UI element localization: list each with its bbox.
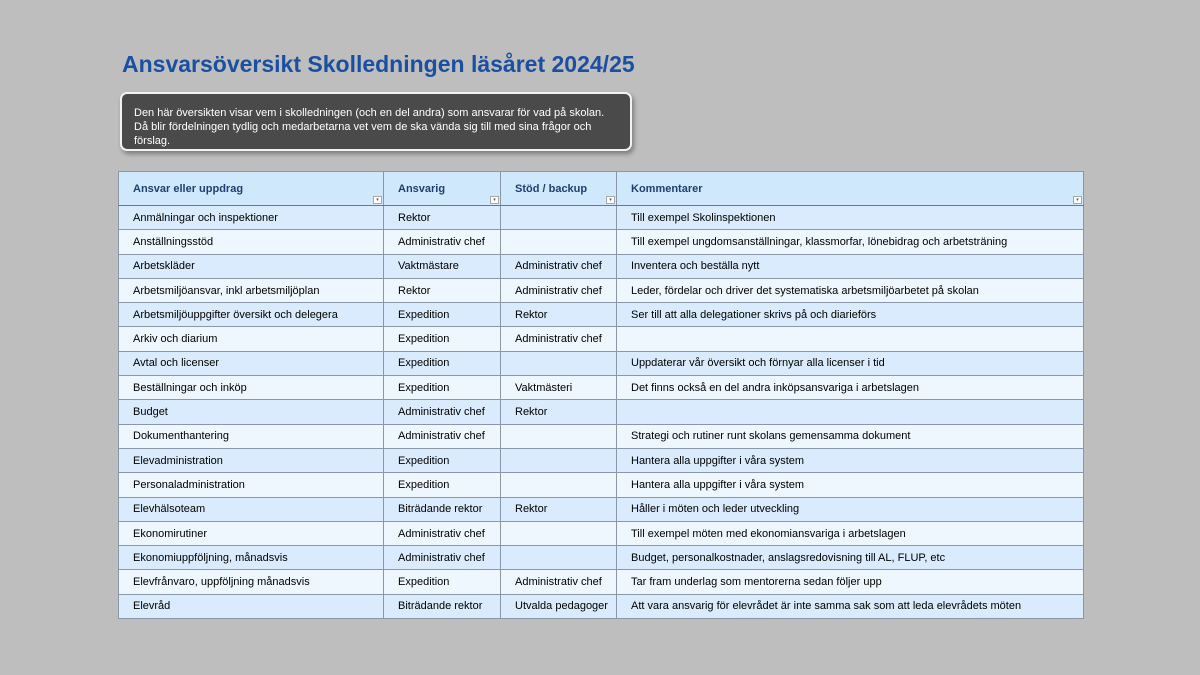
cell-responsibility[interactable]: Arbetsmiljöuppgifter översikt och delegera: [119, 303, 384, 327]
table-row[interactable]: [119, 278, 1084, 302]
cell-responsible[interactable]: Expedition: [384, 351, 501, 375]
cell-responsible[interactable]: Vaktmästare: [384, 254, 501, 278]
column-header-label: Ansvarig: [398, 182, 446, 195]
cell-responsible[interactable]: Expedition: [384, 448, 501, 472]
cell-support[interactable]: [501, 448, 617, 472]
cell-responsible[interactable]: Administrativ chef: [384, 424, 501, 448]
cell-support[interactable]: Administrativ chef: [501, 570, 617, 594]
cell-support[interactable]: [501, 351, 617, 375]
cell-support[interactable]: Administrativ chef: [501, 278, 617, 302]
cell-responsible[interactable]: Rektor: [384, 278, 501, 302]
cell-comment[interactable]: Uppdaterar vår översikt och förnyar alla licenser i tid: [617, 351, 1084, 375]
table-row[interactable]: [119, 230, 1084, 254]
column-header-responsibility: [119, 172, 384, 206]
cell-comment[interactable]: Hantera alla uppgifter i våra system: [617, 448, 1084, 472]
cell-responsible[interactable]: Rektor: [384, 206, 501, 230]
table-row[interactable]: [119, 594, 1084, 618]
cell-responsible[interactable]: Administrativ chef: [384, 230, 501, 254]
column-header-label: Stöd / backup: [515, 182, 588, 195]
cell-comment[interactable]: Tar fram underlag som mentorerna sedan följer upp: [617, 570, 1084, 594]
cell-responsibility[interactable]: Elevhälsoteam: [119, 497, 384, 521]
cell-responsibility[interactable]: Personaladministration: [119, 473, 384, 497]
cell-responsibility[interactable]: Beställningar och inköp: [119, 376, 384, 400]
cell-responsible[interactable]: Expedition: [384, 327, 501, 351]
cell-responsibility[interactable]: Arbetskläder: [119, 254, 384, 278]
cell-support[interactable]: Administrativ chef: [501, 254, 617, 278]
cell-responsibility[interactable]: Ekonomirutiner: [119, 521, 384, 545]
cell-support[interactable]: Utvalda pedagoger: [501, 594, 617, 618]
cell-responsibility[interactable]: Elevråd: [119, 594, 384, 618]
cell-support[interactable]: Rektor: [501, 400, 617, 424]
cell-comment[interactable]: Att vara ansvarig för elevrådet är inte samma sak som att leda elevrådets möten: [617, 594, 1084, 618]
cell-support[interactable]: [501, 521, 617, 545]
cell-support[interactable]: Vaktmästeri: [501, 376, 617, 400]
cell-comment[interactable]: [617, 400, 1084, 424]
table-row[interactable]: [119, 327, 1084, 351]
cell-support[interactable]: Rektor: [501, 303, 617, 327]
table-row[interactable]: [119, 521, 1084, 545]
cell-responsible[interactable]: Expedition: [384, 303, 501, 327]
cell-comment[interactable]: Det finns också en del andra inköpsansvariga i arbetslagen: [617, 376, 1084, 400]
table-row[interactable]: [119, 473, 1084, 497]
cell-comment[interactable]: Ser till att alla delegationer skrivs på och diarieförs: [617, 303, 1084, 327]
cell-support[interactable]: [501, 206, 617, 230]
table-body: [119, 206, 1084, 619]
cell-comment[interactable]: Inventera och beställa nytt: [617, 254, 1084, 278]
column-header-support: [501, 172, 617, 206]
cell-responsible[interactable]: Biträdande rektor: [384, 497, 501, 521]
cell-responsibility[interactable]: Elevadministration: [119, 448, 384, 472]
cell-support[interactable]: [501, 230, 617, 254]
cell-support[interactable]: Administrativ chef: [501, 327, 617, 351]
cell-responsible[interactable]: Expedition: [384, 473, 501, 497]
cell-comment[interactable]: Till exempel ungdomsanställningar, klassmorfar, lönebidrag och arbetsträning: [617, 230, 1084, 254]
cell-comment[interactable]: Leder, fördelar och driver det systematiska arbetsmiljöarbetet på skolan: [617, 278, 1084, 302]
cell-comment[interactable]: Håller i möten och leder utveckling: [617, 497, 1084, 521]
cell-comment[interactable]: Till exempel möten med ekonomiansvariga i arbetslagen: [617, 521, 1084, 545]
table-header-row: [119, 172, 1084, 206]
cell-responsible[interactable]: Administrativ chef: [384, 521, 501, 545]
cell-responsible[interactable]: Expedition: [384, 570, 501, 594]
cell-responsibility[interactable]: Budget: [119, 400, 384, 424]
filter-dropdown-icon[interactable]: ▾: [1073, 196, 1082, 204]
cell-support[interactable]: [501, 546, 617, 570]
table-row[interactable]: [119, 497, 1084, 521]
table-row[interactable]: [119, 254, 1084, 278]
sort-filter-icon[interactable]: ▾: [373, 196, 382, 204]
column-header-comments: [617, 172, 1084, 206]
filter-dropdown-icon[interactable]: ▾: [606, 196, 615, 204]
cell-comment[interactable]: Hantera alla uppgifter i våra system: [617, 473, 1084, 497]
cell-responsibility[interactable]: Anställningsstöd: [119, 230, 384, 254]
cell-responsibility[interactable]: Avtal och licenser: [119, 351, 384, 375]
cell-responsible[interactable]: Biträdande rektor: [384, 594, 501, 618]
cell-responsible[interactable]: Expedition: [384, 376, 501, 400]
page-title: Ansvarsöversikt Skolledningen läsåret 2024/25: [122, 51, 635, 77]
cell-responsible[interactable]: Administrativ chef: [384, 546, 501, 570]
table-row[interactable]: [119, 448, 1084, 472]
table-row[interactable]: [119, 351, 1084, 375]
cell-responsibility[interactable]: Elevfrånvaro, uppföljning månadsvis: [119, 570, 384, 594]
cell-responsible[interactable]: Administrativ chef: [384, 400, 501, 424]
cell-support[interactable]: [501, 424, 617, 448]
intro-text-box: [120, 92, 632, 151]
cell-comment[interactable]: Strategi och rutiner runt skolans gemensamma dokument: [617, 424, 1084, 448]
cell-support[interactable]: Rektor: [501, 497, 617, 521]
cell-responsibility[interactable]: Arkiv och diarium: [119, 327, 384, 351]
cell-comment[interactable]: Till exempel Skolinspektionen: [617, 206, 1084, 230]
cell-comment[interactable]: Budget, personalkostnader, anslagsredovisning till AL, FLUP, etc: [617, 546, 1084, 570]
responsibility-table-container: [118, 171, 1083, 619]
filter-dropdown-icon[interactable]: ▾: [490, 196, 499, 204]
table-row[interactable]: [119, 400, 1084, 424]
table-row[interactable]: [119, 206, 1084, 230]
table-row[interactable]: [119, 570, 1084, 594]
column-header-label: Ansvar eller uppdrag: [133, 182, 244, 195]
table-row[interactable]: [119, 546, 1084, 570]
cell-support[interactable]: [501, 473, 617, 497]
cell-responsibility[interactable]: Dokumenthantering: [119, 424, 384, 448]
cell-comment[interactable]: [617, 327, 1084, 351]
column-header-responsible: [384, 172, 501, 206]
cell-responsibility[interactable]: Anmälningar och inspektioner: [119, 206, 384, 230]
table-row[interactable]: [119, 424, 1084, 448]
cell-responsibility[interactable]: Arbetsmiljöansvar, inkl arbetsmiljöplan: [119, 278, 384, 302]
intro-text: Den här översikten visar vem i skolledningen (och en del andra) som ansvarar för vad på skolan. Då blir fördelningen tydlig och medarbetarna vet vem de ska vända sig till med sina frågor och förslag.: [134, 107, 605, 147]
table-row[interactable]: [119, 376, 1084, 400]
responsibility-table: [118, 171, 1084, 619]
cell-responsibility[interactable]: Ekonomiuppföljning, månadsvis: [119, 546, 384, 570]
table-row[interactable]: [119, 303, 1084, 327]
column-header-label: Kommentarer: [631, 182, 703, 195]
